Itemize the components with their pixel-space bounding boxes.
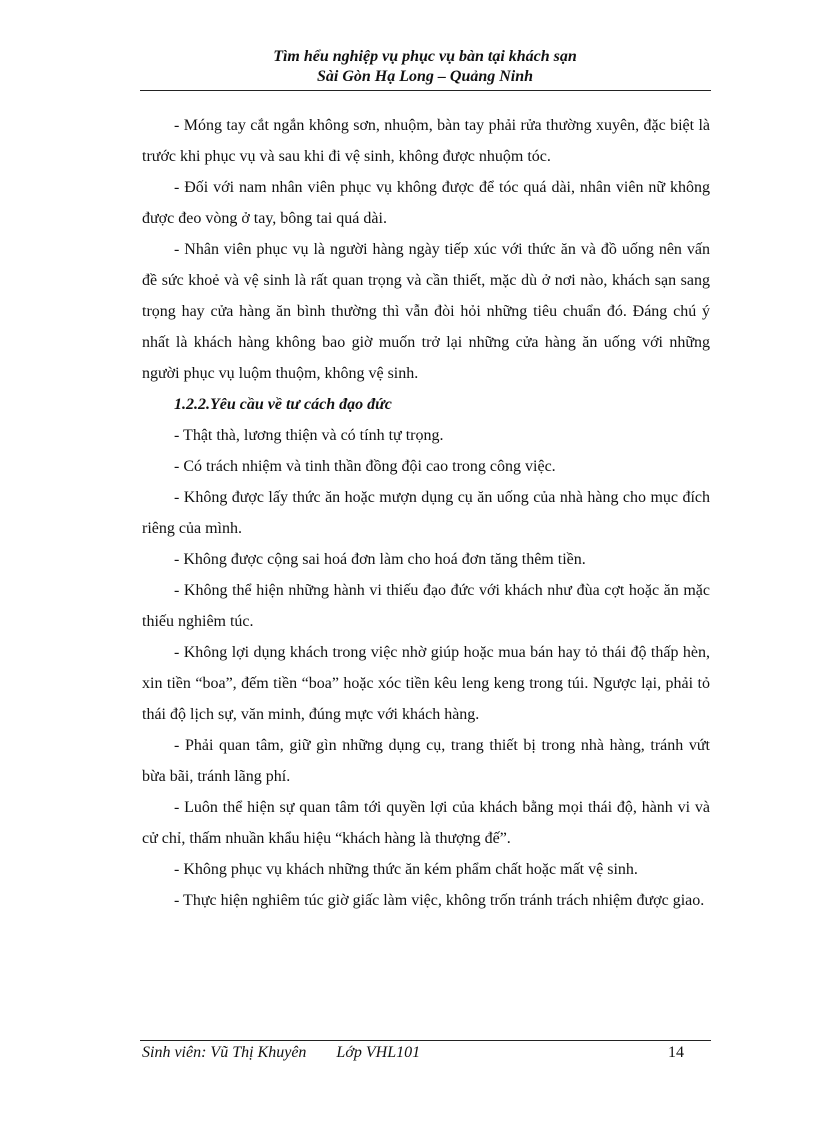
footer-class: Lớp VHL101	[336, 1044, 421, 1061]
paragraph: - Nhân viên phục vụ là người hàng ngày tiếp xúc với thức ăn và đồ uống nên vấn đề sức khoẻ và vệ sinh là rất quan trọng và cần thiết, mặc dù ở nơi nào, khách sạn sang trọng hay cửa hàng ăn bình thường thì vẫn đòi hỏi những tiêu chuẩn đó. Đáng chú ý nhất là khách hàng không bao giờ muốn trở lại những cửa hàng ăn uống với những người phục vụ luộm thuộm, không vệ sinh.	[142, 241, 710, 382]
header-title-line-1: Tìm hểu nghiệp vụ phục vụ bàn tại khách sạn	[273, 48, 577, 65]
page-footer	[142, 1043, 710, 1063]
paragraph: - Có trách nhiệm và tinh thần đồng đội cao trong công việc.	[174, 458, 556, 475]
paragraph: - Phải quan tâm, giữ gìn những dụng cụ, trang thiết bị trong nhà hàng, tránh vứt bừa bãi, tránh lãng phí.	[142, 737, 710, 785]
paragraph: - Thực hiện nghiêm túc giờ giấc làm việc, không trốn tránh trách nhiệm được giao.	[174, 892, 705, 909]
paragraph: - Không phục vụ khách những thức ăn kém phẩm chất hoặc mất vệ sinh.	[174, 861, 638, 878]
header-divider	[140, 90, 711, 91]
paragraph: - Không lợi dụng khách trong việc nhờ giúp hoặc mua bán hay tỏ thái độ thấp hèn, xin tiền “boa”, đếm tiền “boa” hoặc xóc tiền kêu leng keng trong túi. Ngược lại, phải tỏ thái độ lịch sự, văn minh, đúng mực với khách hàng.	[142, 644, 710, 723]
paragraph: - Thật thà, lương thiện và có tính tự trọng.	[174, 427, 444, 444]
paragraph: - Đối với nam nhân viên phục vụ không được để tóc quá dài, nhân viên nữ không được đeo vòng ở tay, bông tai quá dài.	[142, 179, 710, 227]
paragraph: - Không được lấy thức ăn hoặc mượn dụng cụ ăn uống của nhà hàng cho mục đích riêng của mình.	[142, 489, 710, 537]
document-body	[142, 110, 710, 916]
section-heading: 1.2.2.Yêu cầu về tư cách đạo đức	[174, 396, 392, 413]
paragraph: - Móng tay cắt ngắn không sơn, nhuộm, bàn tay phải rửa thường xuyên, đặc biệt là trước khi phục vụ và sau khi đi vệ sinh, không được nhuộm tóc.	[142, 117, 710, 165]
paragraph: - Luôn thể hiện sự quan tâm tới quyền lợi của khách bằng mọi thái độ, hành vi và cử chỉ, thấm nhuần khẩu hiệu “khách hàng là thượng đế”.	[142, 799, 710, 847]
paragraph: - Không thể hiện những hành vi thiếu đạo đức với khách như đùa cợt hoặc ăn mặc thiếu nghiêm túc.	[142, 582, 710, 630]
page-number: 14	[668, 1044, 684, 1061]
page-header	[140, 47, 710, 87]
footer-divider	[140, 1040, 711, 1041]
footer-student: Sinh viên: Vũ Thị Khuyên	[142, 1044, 307, 1061]
header-title-line-2: Sài Gòn Hạ Long – Quảng Ninh	[316, 68, 534, 85]
paragraph: - Không được cộng sai hoá đơn làm cho hoá đơn tăng thêm tiền.	[174, 551, 586, 568]
